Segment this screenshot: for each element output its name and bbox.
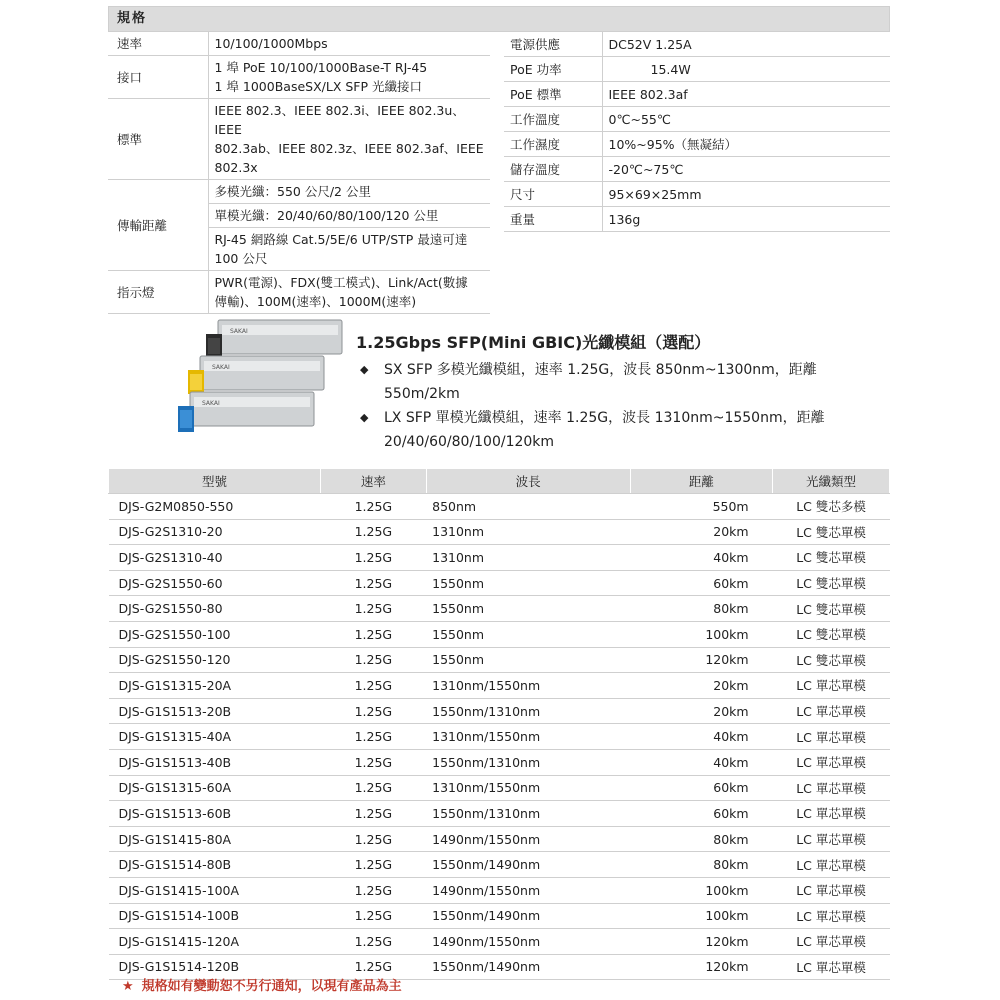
table-cell: 120km [630, 954, 772, 980]
diamond-bullet-icon: ◆ [360, 363, 369, 376]
table-cell: 40km [630, 749, 772, 775]
table-row [109, 903, 890, 929]
table-cell: 1.25G [321, 801, 427, 827]
table-row [109, 519, 890, 545]
spec-value-line: 1 埠 1000BaseSX/LX SFP 光纖接口 [214, 79, 422, 94]
table-cell: 100km [630, 877, 772, 903]
spec-value: -20℃~75℃ [602, 157, 890, 182]
spec-key: 儲存溫度 [504, 157, 602, 182]
spec-value [208, 56, 490, 99]
table-row [109, 749, 890, 775]
spec-key: 尺寸 [504, 182, 602, 207]
spec-value: 136g [602, 207, 890, 232]
table-cell: DJS-G1S1514-100B [109, 903, 321, 929]
table-row [109, 570, 890, 596]
spec-value [208, 204, 490, 228]
spec-value [208, 228, 490, 271]
spec-value-line: 多模光纖：550 公尺/2 公里 [214, 184, 371, 199]
spec-key: 工作濕度 [504, 132, 602, 157]
spec-key: PoE 標準 [504, 82, 602, 107]
table-cell: 1550nm/1490nm [426, 852, 630, 878]
spec-value: 15.4W [602, 57, 890, 82]
table-cell: 60km [630, 570, 772, 596]
spec-row [504, 157, 890, 182]
table-cell: 20km [630, 698, 772, 724]
spec-value: DC52V 1.25A [602, 32, 890, 57]
spec-row [108, 56, 490, 99]
spec-key: 接口 [108, 56, 208, 99]
spec-row [108, 271, 490, 314]
table-cell: 1550nm [426, 596, 630, 622]
spec-value-line: RJ-45 網路線 Cat.5/5E/6 UTP/STP 最遠可達 [214, 232, 468, 247]
table-cell: LC 單芯單模 [773, 954, 890, 980]
spec-key: 工作溫度 [504, 107, 602, 132]
table-cell: 60km [630, 775, 772, 801]
table-cell: DJS-G1S1415-80A [109, 826, 321, 852]
table-cell: 80km [630, 596, 772, 622]
table-cell: LC 雙芯單模 [773, 519, 890, 545]
sfp-bullet-text: LX SFP 單模光纖模組，速率 1.25G，波長 1310nm~1550nm，距離 20/40/60/80/100/120km [384, 410, 825, 450]
spec-value-line: 802.3ab、IEEE 802.3z、IEEE 802.3af、IEEE [214, 141, 484, 156]
table-cell: 20km [630, 673, 772, 699]
spec-value-line: IEEE 802.3、IEEE 802.3i、IEEE 802.3u、IEEE [214, 103, 465, 137]
svg-text:SAKAI: SAKAI [212, 364, 230, 371]
table-cell: 1.25G [321, 673, 427, 699]
table-cell: 1.25G [321, 494, 427, 520]
spec-header: 規格 [108, 6, 890, 32]
table-cell: 1550nm [426, 570, 630, 596]
table-cell: LC 雙芯單模 [773, 545, 890, 571]
spec-value-line: 100 公尺 [214, 251, 268, 266]
table-cell: DJS-G1S1315-20A [109, 673, 321, 699]
table-cell: DJS-G1S1514-120B [109, 954, 321, 980]
table-cell: 1550nm/1310nm [426, 749, 630, 775]
table-cell: 1490nm/1550nm [426, 826, 630, 852]
spec-row [108, 32, 490, 56]
table-cell: 20km [630, 519, 772, 545]
table-cell: LC 單芯單模 [773, 903, 890, 929]
table-cell: 550m [630, 494, 772, 520]
table-cell: LC 雙芯單模 [773, 621, 890, 647]
table-cell: 40km [630, 724, 772, 750]
spec-value-line: 802.3x [214, 160, 258, 175]
spec-value [208, 271, 490, 314]
table-cell: 40km [630, 545, 772, 571]
table-cell: LC 單芯單模 [773, 826, 890, 852]
table-row [109, 852, 890, 878]
spec-row [504, 32, 890, 57]
table-cell: DJS-G1S1513-40B [109, 749, 321, 775]
table-cell: LC 單芯單模 [773, 724, 890, 750]
table-cell: 1550nm/1490nm [426, 954, 630, 980]
sfp-title: 1.25Gbps SFP(Mini GBIC)光纖模組（選配） [356, 333, 711, 352]
table-cell: LC 單芯單模 [773, 877, 890, 903]
table-cell: 1.25G [321, 852, 427, 878]
table-cell: DJS-G1S1513-60B [109, 801, 321, 827]
star-icon: ★ [122, 979, 134, 994]
table-cell: LC 單芯單模 [773, 801, 890, 827]
table-cell: 1.25G [321, 929, 427, 955]
spec-row [504, 107, 890, 132]
table-cell: 1.25G [321, 954, 427, 980]
table-cell: 1.25G [321, 570, 427, 596]
table-cell: 1.25G [321, 877, 427, 903]
table-cell: DJS-G2S1550-100 [109, 621, 321, 647]
spec-key: PoE 功率 [504, 57, 602, 82]
spec-value [208, 32, 490, 56]
table-cell: 1310nm [426, 519, 630, 545]
spec-row [504, 82, 890, 107]
table-cell: 120km [630, 647, 772, 673]
table-row [109, 877, 890, 903]
models-header-row [109, 469, 890, 494]
sfp-module-front [178, 392, 314, 432]
spec-value: 10%~95%（無凝結） [602, 132, 890, 157]
table-cell: DJS-G2S1550-60 [109, 570, 321, 596]
spec-value-line: PWR(電源)、FDX(雙工模式)、Link/Act(數據 [214, 275, 468, 290]
spec-value [208, 180, 490, 204]
spec-row [108, 99, 490, 180]
table-cell: DJS-G1S1415-120A [109, 929, 321, 955]
table-cell: 1.25G [321, 775, 427, 801]
table-cell: 850nm [426, 494, 630, 520]
table-cell: 1.25G [321, 903, 427, 929]
models-header-cell: 速率 [321, 469, 427, 494]
table-cell: LC 單芯單模 [773, 852, 890, 878]
table-cell: DJS-G2M0850-550 [109, 494, 321, 520]
table-cell: DJS-G1S1315-40A [109, 724, 321, 750]
table-cell: 1550nm/1490nm [426, 903, 630, 929]
spec-key: 標準 [108, 99, 208, 180]
table-cell: DJS-G2S1550-120 [109, 647, 321, 673]
spec-key: 傳輸距離 [108, 180, 208, 271]
spec-value [208, 99, 490, 180]
footnote-text: 規格如有變動恕不另行通知，以現有產品為主 [141, 979, 402, 994]
table-row [109, 698, 890, 724]
table-cell: LC 單芯單模 [773, 929, 890, 955]
table-cell: 1490nm/1550nm [426, 877, 630, 903]
table-cell: 100km [630, 621, 772, 647]
models-header-cell: 光纖類型 [773, 469, 890, 494]
sfp-bullet-item [360, 358, 890, 406]
diamond-bullet-icon: ◆ [360, 411, 369, 424]
table-cell: LC 雙芯單模 [773, 647, 890, 673]
spec-value: 95×69×25mm [602, 182, 890, 207]
table-row [109, 673, 890, 699]
table-row [109, 801, 890, 827]
table-cell: LC 單芯單模 [773, 749, 890, 775]
footnote [122, 975, 402, 994]
table-cell: LC 單芯單模 [773, 673, 890, 699]
table-row [109, 647, 890, 673]
spec-value-line: 單模光纖：20/40/60/80/100/120 公里 [214, 208, 439, 223]
table-cell: DJS-G2S1310-20 [109, 519, 321, 545]
table-cell: 1310nm [426, 545, 630, 571]
svg-text:SAKAI: SAKAI [202, 400, 220, 407]
table-cell: 1.25G [321, 826, 427, 852]
sfp-module-back [206, 320, 342, 358]
table-cell: 60km [630, 801, 772, 827]
spec-value-line: 傳輸)、100M(速率)、1000M(速率) [214, 294, 417, 309]
spec-row [504, 182, 890, 207]
spec-key: 電源供應 [504, 32, 602, 57]
table-cell: LC 單芯單模 [773, 775, 890, 801]
spec-table-right [504, 32, 890, 232]
table-row [109, 621, 890, 647]
spec-value: IEEE 802.3af [602, 82, 890, 107]
table-row [109, 724, 890, 750]
spec-row [108, 180, 490, 204]
table-row [109, 775, 890, 801]
sfp-module-label: SAKAI [230, 328, 248, 335]
table-cell: 1.25G [321, 596, 427, 622]
table-cell: DJS-G2S1310-40 [109, 545, 321, 571]
table-cell: 1.25G [321, 519, 427, 545]
table-cell: 120km [630, 929, 772, 955]
sfp-module-middle [188, 356, 324, 394]
table-cell: 1310nm/1550nm [426, 775, 630, 801]
spec-row [504, 57, 890, 82]
sfp-bullet-item [360, 406, 890, 454]
table-row [109, 929, 890, 955]
table-row [109, 545, 890, 571]
spec-row [504, 132, 890, 157]
table-cell: LC 雙芯單模 [773, 596, 890, 622]
table-cell: DJS-G1S1415-100A [109, 877, 321, 903]
sfp-bullet-text: SX SFP 多模光纖模組，速率 1.25G，波長 850nm~1300nm，距離 550m/2km [384, 362, 817, 402]
table-cell: 1.25G [321, 698, 427, 724]
spec-key: 速率 [108, 32, 208, 56]
table-row [109, 596, 890, 622]
table-cell: 1.25G [321, 724, 427, 750]
table-cell: DJS-G1S1513-20B [109, 698, 321, 724]
models-table [108, 468, 890, 980]
models-header-cell: 型號 [109, 469, 321, 494]
models-header-cell: 波長 [426, 469, 630, 494]
table-cell: LC 單芯單模 [773, 698, 890, 724]
table-cell: 1550nm [426, 621, 630, 647]
table-cell: LC 雙芯單模 [773, 570, 890, 596]
spec-value-line: 1 埠 PoE 10/100/1000Base-T RJ-45 [214, 60, 428, 75]
table-row [109, 494, 890, 520]
table-cell: 1550nm [426, 647, 630, 673]
spec-value-line: 10/100/1000Mbps [214, 36, 328, 51]
table-cell: 1.25G [321, 545, 427, 571]
table-row [109, 826, 890, 852]
table-cell: 1310nm/1550nm [426, 724, 630, 750]
table-cell: 1.25G [321, 621, 427, 647]
table-cell: 1550nm/1310nm [426, 801, 630, 827]
spec-key: 重量 [504, 207, 602, 232]
table-cell: DJS-G1S1514-80B [109, 852, 321, 878]
table-cell: DJS-G1S1315-60A [109, 775, 321, 801]
spec-table-left [108, 32, 490, 314]
spec-row [504, 207, 890, 232]
spec-key: 指示燈 [108, 271, 208, 314]
table-cell: 1310nm/1550nm [426, 673, 630, 699]
sfp-modules-image [178, 316, 348, 446]
table-cell: LC 雙芯多模 [773, 494, 890, 520]
table-cell: 100km [630, 903, 772, 929]
table-cell: 80km [630, 852, 772, 878]
table-cell: 1.25G [321, 749, 427, 775]
table-cell: DJS-G2S1550-80 [109, 596, 321, 622]
table-cell: 1490nm/1550nm [426, 929, 630, 955]
spec-value: 0℃~55℃ [602, 107, 890, 132]
table-cell: 80km [630, 826, 772, 852]
table-cell: 1.25G [321, 647, 427, 673]
sfp-bullet-list [360, 358, 890, 454]
models-header-cell: 距離 [630, 469, 772, 494]
table-cell: 1550nm/1310nm [426, 698, 630, 724]
